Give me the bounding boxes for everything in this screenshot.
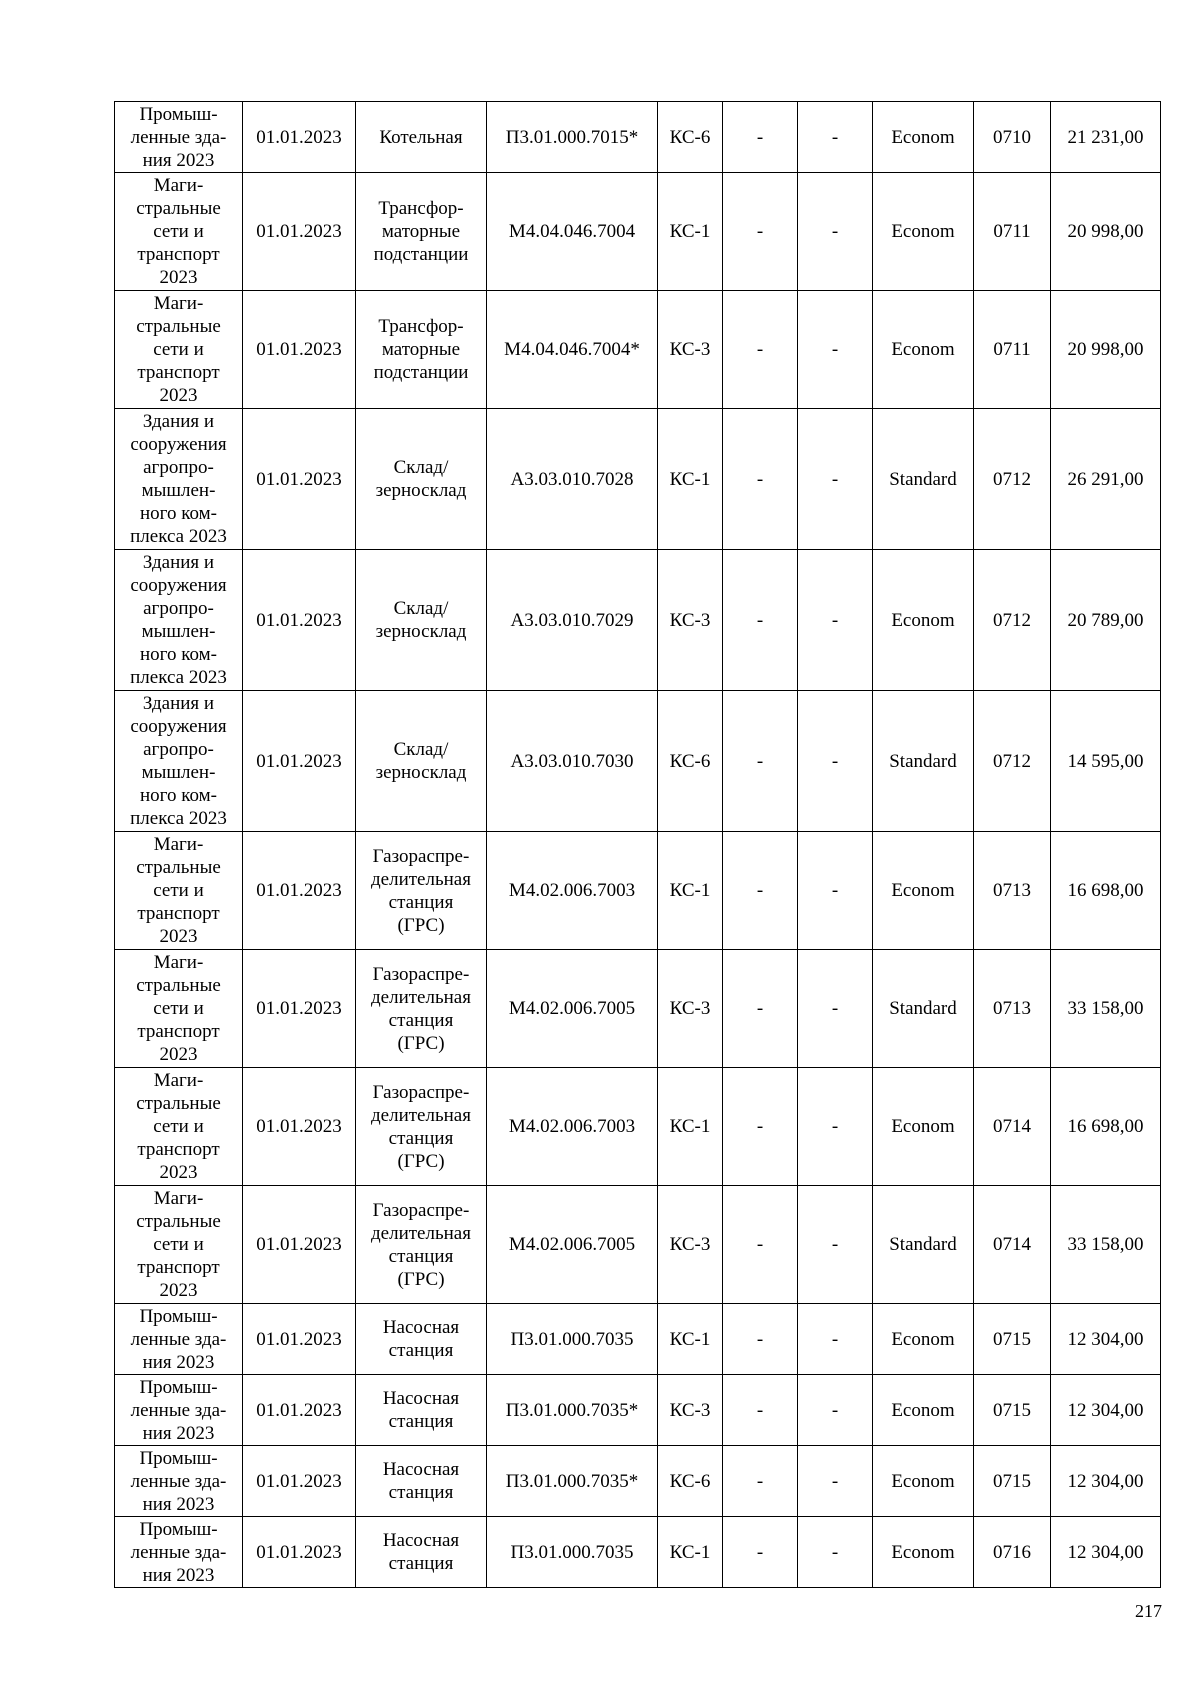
category-cell: Промыш- ленные зда- ния 2023 (115, 1375, 243, 1446)
price-cell: 12 304,00 (1051, 1517, 1161, 1588)
date-cell: 01.01.2023 (243, 691, 356, 832)
object-type-cell: Газораспре- делительная станция (ГРС) (356, 1068, 487, 1186)
price-cell: 21 231,00 (1051, 102, 1161, 173)
code-cell: А3.03.010.7030 (487, 691, 658, 832)
date-cell: 01.01.2023 (243, 950, 356, 1068)
dash-cell: - (798, 291, 873, 409)
object-type-cell: Насосная станция (356, 1375, 487, 1446)
table-row (115, 832, 1161, 950)
ks-cell: КС-1 (658, 1517, 723, 1588)
price-cell: 12 304,00 (1051, 1446, 1161, 1517)
price-cell: 12 304,00 (1051, 1304, 1161, 1375)
category-cell: Маги- стральные сети и транспорт 2023 (115, 832, 243, 950)
number-cell: 0710 (974, 102, 1051, 173)
ks-cell: КС-3 (658, 291, 723, 409)
dash-cell: - (723, 102, 798, 173)
code-cell: А3.03.010.7028 (487, 409, 658, 550)
ks-cell: КС-3 (658, 550, 723, 691)
number-cell: 0712 (974, 409, 1051, 550)
class-cell: Econom (873, 1446, 974, 1517)
dash-cell: - (723, 1517, 798, 1588)
ks-cell: КС-1 (658, 409, 723, 550)
page-number: 217 (1135, 1601, 1162, 1621)
number-cell: 0711 (974, 173, 1051, 291)
price-cell: 26 291,00 (1051, 409, 1161, 550)
price-cell: 20 789,00 (1051, 550, 1161, 691)
category-cell: Здания и сооружения агропро- мышлен- ного ком- плекса 2023 (115, 691, 243, 832)
date-cell: 01.01.2023 (243, 550, 356, 691)
class-cell: Econom (873, 102, 974, 173)
object-type-cell: Насосная станция (356, 1446, 487, 1517)
ks-cell: КС-6 (658, 102, 723, 173)
object-type-cell: Газораспре- делительная станция (ГРС) (356, 950, 487, 1068)
ks-cell: КС-6 (658, 691, 723, 832)
object-type-cell: Газораспре- делительная станция (ГРС) (356, 832, 487, 950)
table-row (115, 1304, 1161, 1375)
number-cell: 0713 (974, 950, 1051, 1068)
price-cell: 20 998,00 (1051, 291, 1161, 409)
category-cell: Промыш- ленные зда- ния 2023 (115, 1304, 243, 1375)
table-row (115, 950, 1161, 1068)
dash-cell: - (798, 102, 873, 173)
dash-cell: - (798, 1446, 873, 1517)
class-cell: Econom (873, 173, 974, 291)
category-cell: Промыш- ленные зда- ния 2023 (115, 102, 243, 173)
price-cell: 16 698,00 (1051, 832, 1161, 950)
code-cell: П3.01.000.7035* (487, 1446, 658, 1517)
date-cell: 01.01.2023 (243, 1186, 356, 1304)
number-cell: 0715 (974, 1304, 1051, 1375)
code-cell: П3.01.000.7035* (487, 1375, 658, 1446)
table-row (115, 1446, 1161, 1517)
table-row (115, 1068, 1161, 1186)
code-cell: П3.01.000.7035 (487, 1304, 658, 1375)
dash-cell: - (798, 1304, 873, 1375)
object-type-cell: Склад/ зерносклад (356, 550, 487, 691)
price-cell: 14 595,00 (1051, 691, 1161, 832)
code-cell: П3.01.000.7035 (487, 1517, 658, 1588)
date-cell: 01.01.2023 (243, 102, 356, 173)
ks-cell: КС-3 (658, 1375, 723, 1446)
code-cell: М4.02.006.7003 (487, 832, 658, 950)
dash-cell: - (798, 1068, 873, 1186)
date-cell: 01.01.2023 (243, 832, 356, 950)
number-cell: 0714 (974, 1186, 1051, 1304)
dash-cell: - (798, 173, 873, 291)
table-row (115, 1517, 1161, 1588)
number-cell: 0714 (974, 1068, 1051, 1186)
price-cell: 33 158,00 (1051, 1186, 1161, 1304)
number-cell: 0712 (974, 550, 1051, 691)
object-type-cell: Насосная станция (356, 1304, 487, 1375)
code-cell: М4.02.006.7005 (487, 1186, 658, 1304)
number-cell: 0712 (974, 691, 1051, 832)
table-row (115, 550, 1161, 691)
price-table (114, 101, 1161, 1588)
dash-cell: - (723, 1186, 798, 1304)
dash-cell: - (723, 1375, 798, 1446)
price-cell: 12 304,00 (1051, 1375, 1161, 1446)
ks-cell: КС-1 (658, 1304, 723, 1375)
dash-cell: - (723, 832, 798, 950)
dash-cell: - (798, 950, 873, 1068)
category-cell: Маги- стральные сети и транспорт 2023 (115, 291, 243, 409)
category-cell: Промыш- ленные зда- ния 2023 (115, 1517, 243, 1588)
class-cell: Standard (873, 950, 974, 1068)
date-cell: 01.01.2023 (243, 1517, 356, 1588)
category-cell: Здания и сооружения агропро- мышлен- ного ком- плекса 2023 (115, 550, 243, 691)
price-cell: 20 998,00 (1051, 173, 1161, 291)
table-row (115, 691, 1161, 832)
dash-cell: - (798, 832, 873, 950)
table-row (115, 173, 1161, 291)
object-type-cell: Трансфор- маторные подстанции (356, 291, 487, 409)
class-cell: Econom (873, 1375, 974, 1446)
object-type-cell: Котельная (356, 102, 487, 173)
class-cell: Standard (873, 691, 974, 832)
table-row (115, 102, 1161, 173)
date-cell: 01.01.2023 (243, 1068, 356, 1186)
category-cell: Маги- стральные сети и транспорт 2023 (115, 1068, 243, 1186)
date-cell: 01.01.2023 (243, 1304, 356, 1375)
class-cell: Econom (873, 550, 974, 691)
date-cell: 01.01.2023 (243, 291, 356, 409)
table-row (115, 1186, 1161, 1304)
number-cell: 0715 (974, 1446, 1051, 1517)
dash-cell: - (723, 550, 798, 691)
dash-cell: - (723, 691, 798, 832)
ks-cell: КС-1 (658, 1068, 723, 1186)
dash-cell: - (798, 1186, 873, 1304)
dash-cell: - (723, 950, 798, 1068)
table-body (115, 102, 1161, 1588)
class-cell: Econom (873, 1517, 974, 1588)
dash-cell: - (723, 1446, 798, 1517)
code-cell: М4.02.006.7005 (487, 950, 658, 1068)
ks-cell: КС-1 (658, 832, 723, 950)
number-cell: 0715 (974, 1375, 1051, 1446)
code-cell: М4.02.006.7003 (487, 1068, 658, 1186)
price-cell: 16 698,00 (1051, 1068, 1161, 1186)
object-type-cell: Склад/ зерносклад (356, 691, 487, 832)
ks-cell: КС-3 (658, 950, 723, 1068)
category-cell: Маги- стральные сети и транспорт 2023 (115, 950, 243, 1068)
number-cell: 0713 (974, 832, 1051, 950)
object-type-cell: Насосная станция (356, 1517, 487, 1588)
dash-cell: - (798, 1517, 873, 1588)
number-cell: 0711 (974, 291, 1051, 409)
object-type-cell: Склад/ зерносклад (356, 409, 487, 550)
class-cell: Econom (873, 832, 974, 950)
date-cell: 01.01.2023 (243, 409, 356, 550)
date-cell: 01.01.2023 (243, 1375, 356, 1446)
class-cell: Standard (873, 1186, 974, 1304)
dash-cell: - (798, 409, 873, 550)
object-type-cell: Трансфор- маторные подстанции (356, 173, 487, 291)
dash-cell: - (723, 173, 798, 291)
category-cell: Маги- стральные сети и транспорт 2023 (115, 173, 243, 291)
object-type-cell: Газораспре- делительная станция (ГРС) (356, 1186, 487, 1304)
date-cell: 01.01.2023 (243, 173, 356, 291)
dash-cell: - (798, 691, 873, 832)
dash-cell: - (723, 1304, 798, 1375)
dash-cell: - (723, 1068, 798, 1186)
class-cell: Standard (873, 409, 974, 550)
number-cell: 0716 (974, 1517, 1051, 1588)
price-cell: 33 158,00 (1051, 950, 1161, 1068)
code-cell: М4.04.046.7004 (487, 173, 658, 291)
table-row (115, 291, 1161, 409)
dash-cell: - (723, 409, 798, 550)
ks-cell: КС-6 (658, 1446, 723, 1517)
ks-cell: КС-1 (658, 173, 723, 291)
date-cell: 01.01.2023 (243, 1446, 356, 1517)
class-cell: Econom (873, 1304, 974, 1375)
ks-cell: КС-3 (658, 1186, 723, 1304)
class-cell: Econom (873, 291, 974, 409)
class-cell: Econom (873, 1068, 974, 1186)
table-row (115, 1375, 1161, 1446)
table-row (115, 409, 1161, 550)
code-cell: М4.04.046.7004* (487, 291, 658, 409)
code-cell: П3.01.000.7015* (487, 102, 658, 173)
category-cell: Здания и сооружения агропро- мышлен- ного ком- плекса 2023 (115, 409, 243, 550)
code-cell: А3.03.010.7029 (487, 550, 658, 691)
category-cell: Маги- стральные сети и транспорт 2023 (115, 1186, 243, 1304)
dash-cell: - (723, 291, 798, 409)
dash-cell: - (798, 550, 873, 691)
dash-cell: - (798, 1375, 873, 1446)
category-cell: Промыш- ленные зда- ния 2023 (115, 1446, 243, 1517)
